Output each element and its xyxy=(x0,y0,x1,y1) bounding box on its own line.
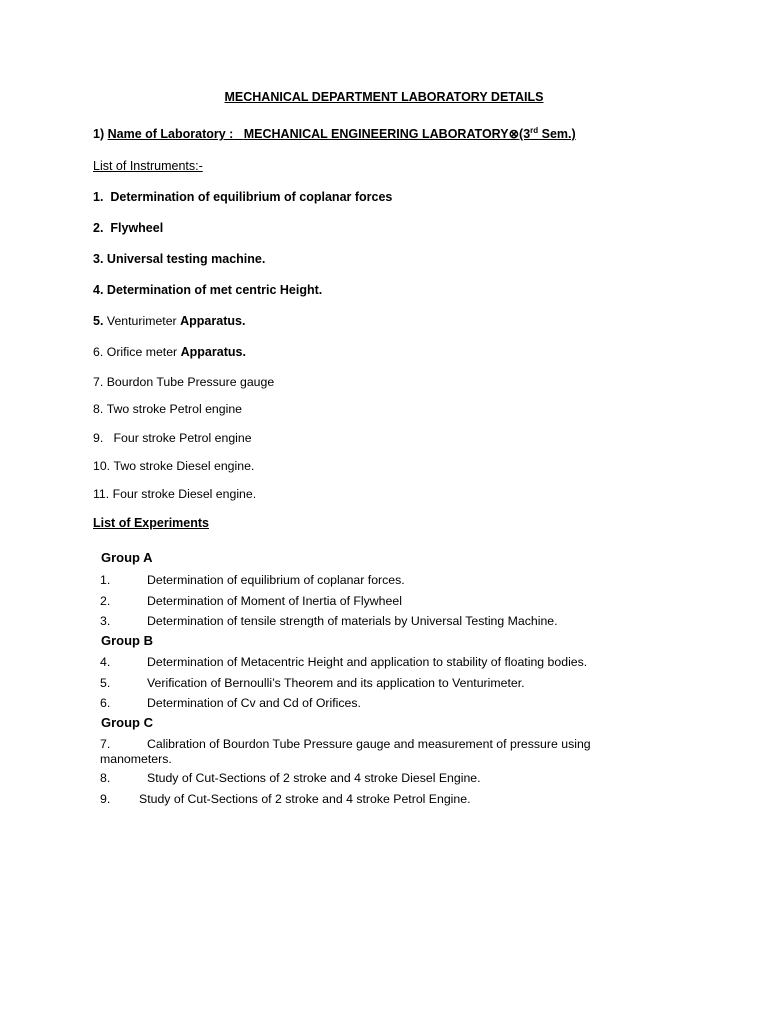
instrument-number: 10. xyxy=(93,459,111,473)
instrument-item xyxy=(93,283,322,297)
instrument-item xyxy=(93,314,245,328)
experiment-item xyxy=(100,737,660,767)
experiment-item xyxy=(100,676,525,690)
instrument-item xyxy=(93,190,392,204)
instrument-number: 6. xyxy=(93,345,104,359)
instrument-number: 3. xyxy=(93,252,104,266)
instrument-bold-suffix: Apparatus. xyxy=(180,314,246,328)
instrument-number: 9. xyxy=(93,431,104,445)
experiment-number: 5. xyxy=(100,676,111,690)
experiment-text: Determination of tensile strength of materials by Universal Testing Machine. xyxy=(147,614,558,628)
experiment-number: 6. xyxy=(100,696,111,710)
lab-number: 1) xyxy=(93,127,105,141)
instrument-number: 5. xyxy=(93,314,104,328)
experiment-number: 7. xyxy=(100,737,111,751)
lab-suffix: Sem.) xyxy=(538,127,576,141)
experiment-number: 9. xyxy=(100,792,111,806)
experiment-item xyxy=(100,614,558,628)
lab-sup: rd xyxy=(530,125,539,135)
instrument-number: 1. xyxy=(93,190,104,204)
experiment-item xyxy=(100,655,587,669)
experiment-number: 1. xyxy=(100,573,111,587)
experiment-text: Study of Cut-Sections of 2 stroke and 4 stroke Diesel Engine. xyxy=(147,771,481,785)
group-heading: Group A xyxy=(101,550,153,565)
instrument-text: Two stroke Petrol engine xyxy=(106,402,243,416)
document-title: MECHANICAL DEPARTMENT LABORATORY DETAILS xyxy=(224,90,544,104)
instrument-text: Venturimeter xyxy=(106,314,177,328)
experiment-item xyxy=(100,771,481,785)
instrument-text: Flywheel xyxy=(110,221,164,235)
instrument-number: 8. xyxy=(93,402,104,416)
instrument-item xyxy=(93,402,242,416)
experiments-heading: List of Experiments xyxy=(93,516,209,530)
experiment-text: Determination of Moment of Inertia of Flywheel xyxy=(147,594,402,608)
instrument-number: 7. xyxy=(93,375,104,389)
experiment-text: Determination of equilibrium of coplanar forces. xyxy=(147,573,405,587)
experiment-item xyxy=(100,594,402,608)
instrument-number: 2. xyxy=(93,221,104,235)
instrument-item xyxy=(93,221,163,235)
experiment-text: Determination of Metacentric Height and application to stability of floating bodies. xyxy=(147,655,588,669)
instrument-text: Bourdon Tube Pressure gauge xyxy=(106,375,275,389)
experiment-item xyxy=(100,696,361,710)
experiment-item xyxy=(100,573,405,587)
experiment-item xyxy=(100,792,471,806)
instrument-number: 4. xyxy=(93,283,104,297)
instrument-text: Determination of met centric Height. xyxy=(106,283,323,297)
experiment-text: Verification of Bernoulli’s Theorem and its application to Venturimeter. xyxy=(147,676,525,690)
experiment-text: Calibration of Bourdon Tube Pressure gauge and measurement of pressure using manometers. xyxy=(100,737,591,766)
group-heading: Group C xyxy=(101,715,153,730)
experiment-text: Determination of Cv and Cd of Orifices. xyxy=(147,696,361,710)
experiment-number: 4. xyxy=(100,655,111,669)
instrument-item xyxy=(93,252,265,266)
lab-label-group xyxy=(108,127,576,141)
experiment-number: 8. xyxy=(100,771,111,785)
instrument-text: Universal testing machine. xyxy=(106,252,266,266)
instrument-item xyxy=(93,487,256,501)
instrument-text: Two stroke Diesel engine. xyxy=(113,459,255,473)
experiment-number: 3. xyxy=(100,614,111,628)
instrument-text: Four stroke Diesel engine. xyxy=(112,487,257,501)
instrument-item xyxy=(93,375,274,389)
instruments-heading: List of Instruments:- xyxy=(93,159,203,173)
lab-label: Name of Laboratory : xyxy=(107,127,234,141)
experiment-number: 2. xyxy=(100,594,111,608)
lab-name: MECHANICAL ENGINEERING LABORATORY⊗(3 xyxy=(243,127,531,141)
laboratory-name-line xyxy=(93,127,576,141)
instrument-item xyxy=(93,431,252,445)
instrument-text: Determination of equilibrium of coplanar forces xyxy=(110,190,393,204)
experiment-text: Study of Cut-Sections of 2 stroke and 4 stroke Petrol Engine. xyxy=(139,792,471,806)
instrument-text: Orifice meter xyxy=(106,345,178,359)
instrument-item xyxy=(93,459,254,473)
instrument-item xyxy=(93,345,246,359)
instrument-number: 11. xyxy=(93,487,110,501)
instrument-text: Four stroke Petrol engine xyxy=(113,431,252,445)
group-heading: Group B xyxy=(101,633,153,648)
instrument-bold-suffix: Apparatus. xyxy=(180,345,246,359)
